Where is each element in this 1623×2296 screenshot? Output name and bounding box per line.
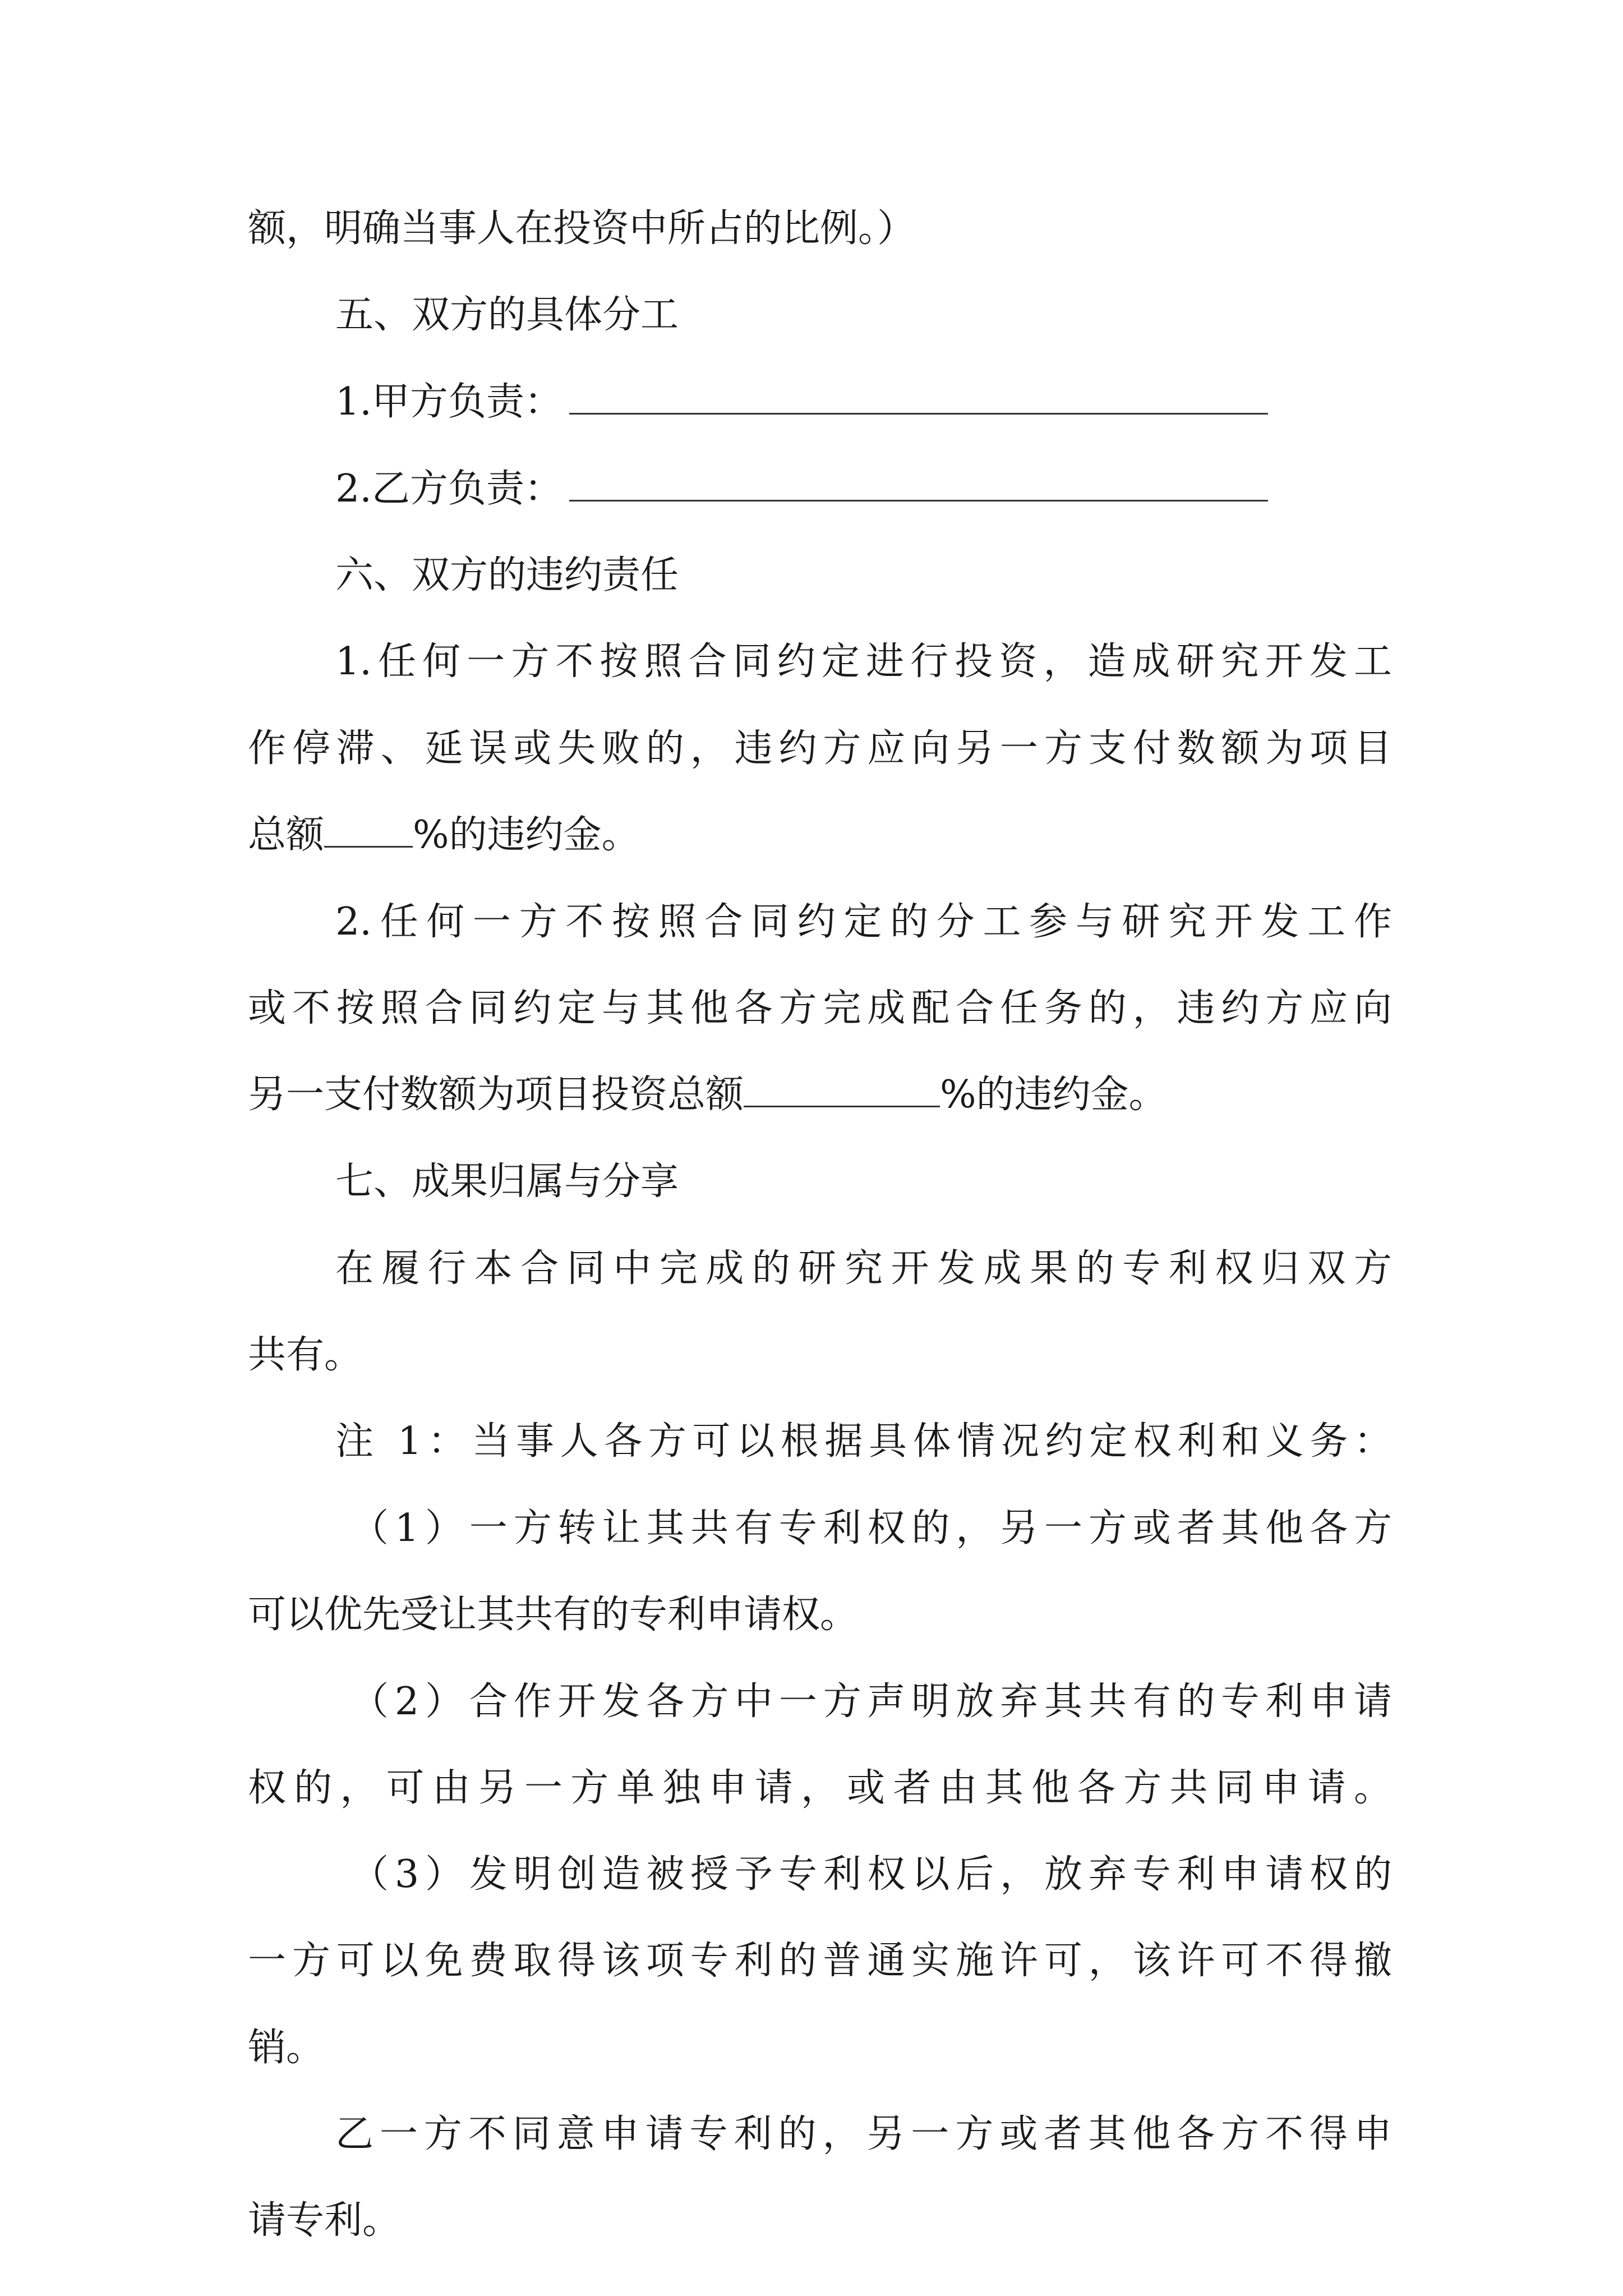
text-line-content: 或不按照合同约定与其他各方完成配合任务的，违约方应向 [248,986,1392,1030]
text-line [248,1587,1392,1643]
text-line [248,1933,1392,1989]
section-heading-text: 七、成果归属与分享 [335,1159,679,1204]
text-line [335,1241,1392,1297]
text-line-content: （1）一方转让其共有专利权的，另一方或者其他各方 [351,1506,1392,1550]
fill-in-blank[interactable] [744,1069,940,1107]
section-heading-text: 六、双方的违约责任 [335,553,679,597]
text-line-content: 1.任何一方不按照合同约定进行投资，造成研究开发工 [335,639,1392,684]
section-heading [335,287,1392,343]
text-line-content: 销。 [248,2026,325,2070]
text-line-content: 可以优先受让其共有的专利申请权。 [248,1593,859,1637]
text-line [335,894,1392,950]
note-line [335,1414,1392,1470]
text-line [248,201,1392,257]
text-line-content: 一方可以免费取得该项专利的普通实施许可，该许可不得撤 [248,1939,1392,1983]
text-line [351,1674,1392,1730]
section-heading-text: 五、双方的具体分工 [335,293,679,337]
text-line-content: 作停滞、延误或失败的，违约方应向另一方支付数额为项目 [248,726,1392,771]
text-line [248,981,1392,1037]
text-line-content: （2）合作开发各方中一方声明放弃其共有的专利申请 [351,1680,1392,1724]
party-b-duty [335,461,1392,517]
party-b-duty-label: 2.乙方负责： [335,467,562,511]
text-line [335,2106,1392,2162]
fill-in-blank[interactable] [569,376,1268,415]
party-a-duty-label: 1.甲方负责： [335,380,562,424]
text-line-content: 共有。 [248,1333,363,1377]
text-line-content: 权的，可由另一方单独申请，或者由其他各方共同申请。 [248,1766,1392,1810]
fill-in-blank[interactable] [324,809,413,848]
text-line [351,1501,1392,1557]
text-line-content: （3）发明创造被授予专利权以后，放弃专利申请权的 [351,1852,1392,1897]
section-heading [335,547,1392,604]
note-text: 注 1：当事人各方可以根据具体情况约定权利和义务： [335,1419,1392,1464]
text-line [351,1847,1392,1903]
text-line [248,1760,1392,1816]
text-line-content: 请专利。 [248,2198,401,2243]
text-line-content: %的违约金。 [413,813,640,857]
text-line-content: 另一支付数额为项目投资总额 [248,1073,744,1117]
text-line [248,1327,1392,1383]
text-line-content: 总额 [248,813,325,857]
text-line-content: %的违约金。 [940,1073,1167,1117]
text-line [248,2020,1392,2076]
text-line-content: 在履行本合同中完成的研究开发成果的专利权归双方 [335,1246,1392,1291]
text-line [248,2193,1392,2249]
text-line [335,634,1392,690]
text-line-content: 乙一方不同意申请专利的，另一方或者其他各方不得申 [335,2112,1392,2156]
text-line [248,721,1392,777]
text-line [248,1067,1392,1123]
text-line-content: 2.任何一方不按照合同约定的分工参与研究开发工作 [335,900,1392,944]
fill-in-blank[interactable] [569,463,1268,501]
party-a-duty [335,374,1392,430]
text-line-content: 额，明确当事人在投资中所占的比例。） [248,206,916,251]
section-heading [335,1154,1392,1210]
text-line [248,807,1392,863]
